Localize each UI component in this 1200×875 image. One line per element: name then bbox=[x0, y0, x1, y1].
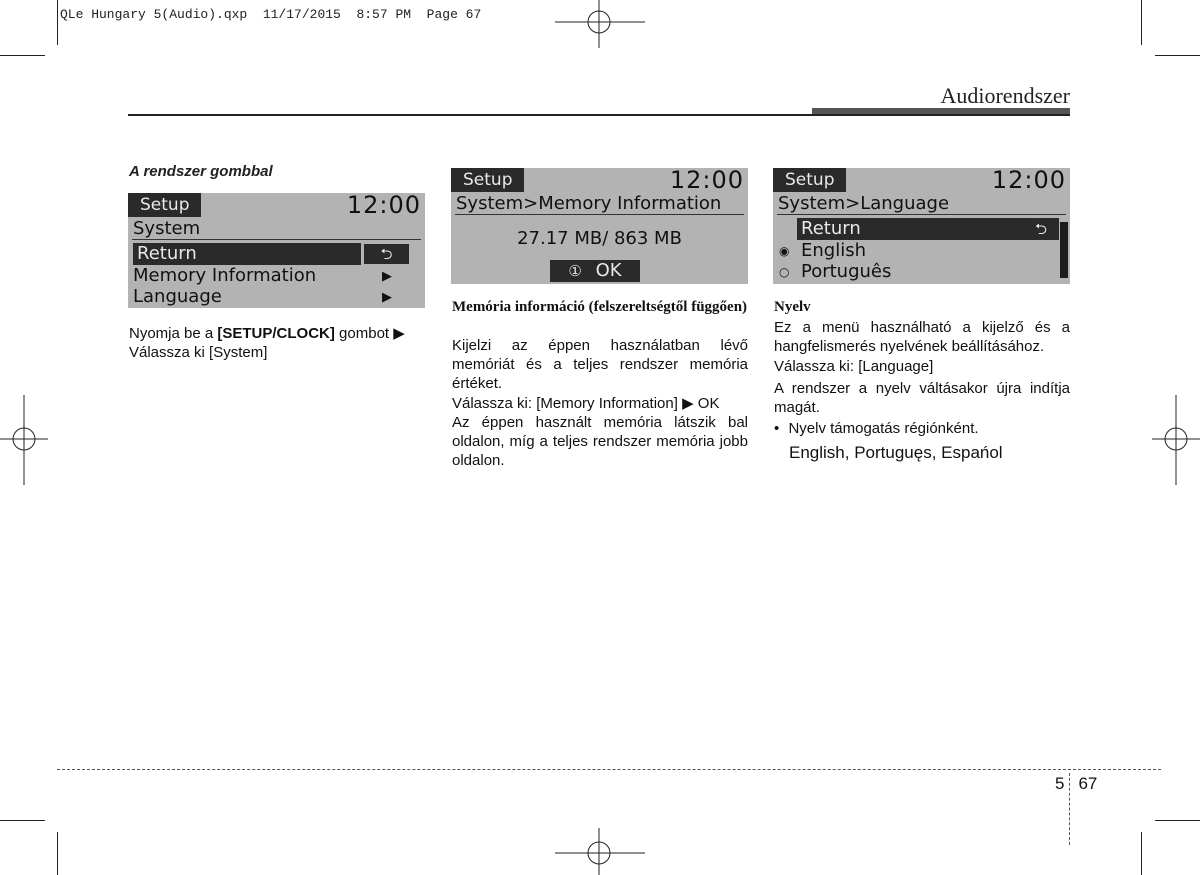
lcd-title: System bbox=[133, 218, 201, 239]
memory-desc-1: Kijelzi az éppen használatban lévő memóriát és a teljes rendszer memória értéket. bbox=[452, 337, 748, 392]
instruction-prefix: Nyomja be a bbox=[129, 325, 218, 342]
memory-desc-2: Válassza ki: [Memory Information] ▶ OK bbox=[452, 395, 720, 412]
lcd-menu-item-memory[interactable]: Memory Information bbox=[133, 265, 317, 286]
info-icon: ① bbox=[568, 262, 582, 280]
lcd-screen-language bbox=[773, 168, 1070, 284]
radio-unselected-icon[interactable]: ○ bbox=[779, 265, 790, 279]
scrollbar[interactable] bbox=[1060, 222, 1068, 278]
lcd-clock: 12:00 bbox=[346, 191, 421, 219]
section-title: Audiorendszer bbox=[940, 83, 1070, 108]
print-header: QLe Hungary 5(Audio).qxp 11/17/2015 8:57 PM Page 67 bbox=[60, 7, 482, 22]
crop-mark bbox=[1155, 820, 1200, 821]
page-separator bbox=[1069, 773, 1070, 845]
crop-mark bbox=[57, 832, 58, 875]
back-arrow-icon[interactable]: ⮌ bbox=[364, 244, 409, 264]
supported-languages: English, Portuguęs, Espańol bbox=[789, 443, 1003, 462]
language-bullet bbox=[774, 419, 1070, 438]
crop-mark bbox=[1155, 55, 1200, 56]
registration-mark-bottom bbox=[555, 828, 645, 875]
crop-mark bbox=[57, 0, 58, 45]
lcd-screen-memory bbox=[451, 168, 748, 284]
lcd-tab: Setup bbox=[773, 168, 846, 192]
lcd-menu-label: Return bbox=[137, 243, 197, 264]
page-number-value: 67 bbox=[1078, 774, 1098, 793]
ok-button-label: OK bbox=[595, 260, 622, 281]
lcd-title-underline bbox=[777, 214, 1066, 215]
bullet-text: Nyelv támogatás régiónként. bbox=[788, 420, 979, 437]
registration-mark-left bbox=[0, 395, 48, 485]
lcd-tab: Setup bbox=[128, 193, 201, 217]
lcd-clock: 12:00 bbox=[669, 166, 744, 194]
header-rule bbox=[128, 114, 1070, 116]
instruction-line2: Válassza ki [System] bbox=[129, 344, 268, 361]
lcd-menu-item-language[interactable]: Language bbox=[133, 286, 222, 307]
crop-mark bbox=[0, 820, 45, 821]
lcd-tab: Setup bbox=[451, 168, 524, 192]
crop-mark bbox=[1141, 832, 1142, 875]
lcd-menu-label: Return bbox=[801, 218, 861, 239]
back-arrow-icon: ⮌ bbox=[1034, 220, 1047, 238]
ok-button[interactable] bbox=[550, 260, 640, 282]
lcd-screen-system bbox=[128, 193, 425, 308]
language-desc-2: Válassza ki: [Language] bbox=[774, 358, 934, 375]
language-option-portugues[interactable]: Português bbox=[801, 261, 892, 282]
lcd-title-underline bbox=[455, 214, 744, 215]
language-desc-1: Ez a menü használható a kijelző és a hangfelismerés nyelvének beállításához. bbox=[774, 319, 1070, 355]
registration-mark-right bbox=[1152, 395, 1200, 485]
page-number bbox=[1055, 774, 1097, 794]
lcd-title: System>Language bbox=[778, 193, 950, 214]
lcd-clock: 12:00 bbox=[991, 166, 1066, 194]
footer-rule bbox=[57, 769, 1161, 770]
setup-clock-key: [SETUP/CLOCK] bbox=[217, 325, 335, 342]
language-option-english[interactable]: English bbox=[801, 240, 866, 261]
lcd-menu-item-return[interactable] bbox=[797, 218, 1059, 240]
instruction-suffix: gombot ▶ bbox=[334, 325, 405, 342]
memory-desc-3: Az éppen használt memória látszik bal oldalon, míg a teljes rendszer memória jobb oldalon. bbox=[452, 414, 748, 469]
language-heading: Nyelv bbox=[774, 299, 811, 315]
crop-mark bbox=[0, 55, 45, 56]
chevron-right-icon: ▶ bbox=[382, 290, 392, 305]
language-desc-3: A rendszer a nyelv váltásakor újra indítja magát. bbox=[774, 380, 1070, 416]
crop-mark bbox=[1141, 0, 1142, 45]
chapter-number: 5 bbox=[1055, 774, 1065, 793]
lcd-menu-item-return[interactable] bbox=[133, 243, 361, 265]
instruction-text bbox=[129, 324, 429, 362]
chevron-right-icon: ▶ bbox=[382, 269, 392, 284]
registration-mark-top bbox=[555, 0, 645, 48]
bullet-icon: • bbox=[774, 420, 780, 437]
lcd-title: System>Memory Information bbox=[456, 193, 722, 214]
subheading: A rendszer gombbal bbox=[129, 163, 273, 180]
lcd-title-underline bbox=[132, 239, 421, 240]
memory-heading: Memória információ (felszereltségtől függően) bbox=[452, 299, 748, 315]
radio-selected-icon[interactable]: ◉ bbox=[779, 244, 790, 258]
memory-value: 27.17 MB/ 863 MB bbox=[517, 228, 682, 249]
